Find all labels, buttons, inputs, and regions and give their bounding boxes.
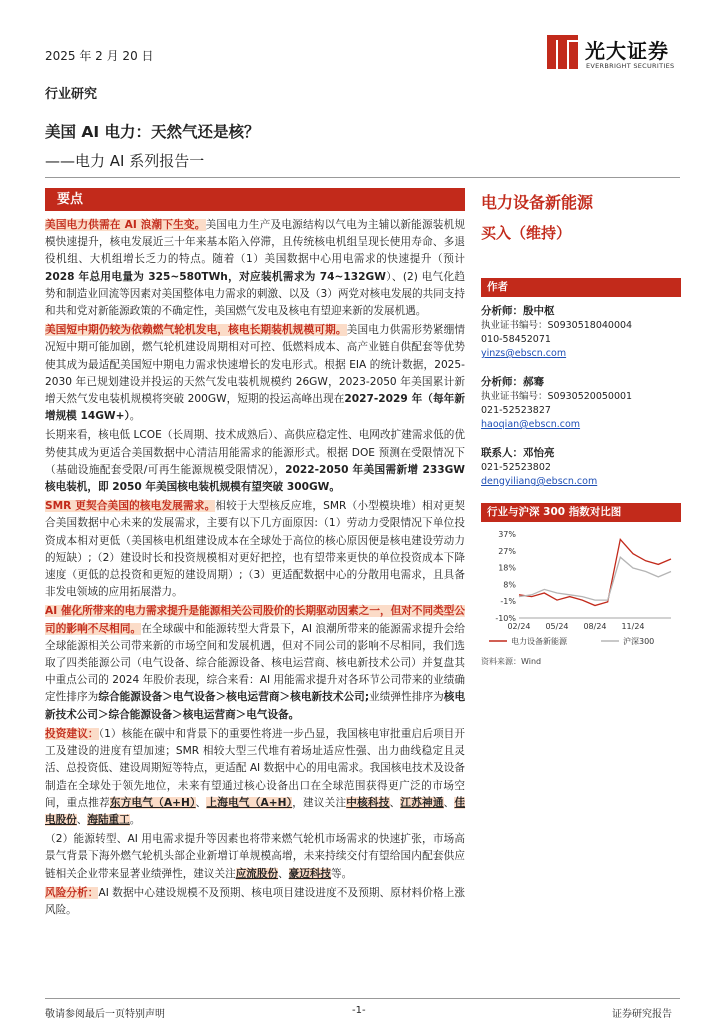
- paragraph-heading: 美国电力供需在 AI 浪潮下生变。: [45, 219, 206, 231]
- stock-link-yingliu[interactable]: 应流股份: [235, 867, 279, 880]
- report-title: 美国 AI 电力：天然气还是核？: [45, 123, 260, 141]
- contact-phone: 021-52523802: [481, 462, 551, 473]
- paragraph-bold: 2027-2029 年（每年新增规模 14GW+）: [45, 393, 465, 423]
- paragraph-heading: 美国短中期仍较为依赖燃气轮机发电，核电长期装机规模可期。: [45, 324, 347, 337]
- summary-paragraph: [45, 603, 465, 723]
- analyst-block: [481, 304, 681, 361]
- analyst-role: 分析师：: [481, 376, 523, 388]
- analyst-phone: 021-52523827: [481, 405, 551, 416]
- legend-label: 沪深300: [623, 637, 655, 646]
- x-tick-label: 11/24: [621, 622, 645, 631]
- stock-link-hailu[interactable]: 海陆重工: [87, 813, 130, 826]
- paragraph-text: 业绩弹性排序为: [369, 691, 444, 704]
- contact-role: 联系人：: [481, 447, 523, 459]
- summary-paragraph: [45, 322, 465, 425]
- summary-paragraph: [45, 217, 465, 320]
- paragraph-heading: 风险分析：: [45, 886, 99, 899]
- footer-divider: [45, 998, 680, 999]
- summary-header: 要点: [45, 188, 465, 211]
- stock-link-jiadian[interactable]: 佳电股份: [45, 796, 466, 826]
- stock-link-zhonghe[interactable]: 中核科技: [346, 796, 390, 809]
- separator: 、: [278, 867, 289, 880]
- paragraph-text: 美国电力供需形势紧绷情况短中期可能加剧，燃气轮机建设周期相对可控、低燃料成本、高产业链自供配套等优势使其成为最适配美国短中期电力需求快速增长的发电形式。根据 EIA 的统计数据，2025-2030 年已规划建设并投运的天然气发电装机规模约 26GW，2023-2050 年美国累计新增天然气发电装机规模将突破 200GW，短期的投运高峰出现在: [45, 324, 466, 406]
- logo-text: 光大证券: [585, 39, 669, 63]
- authors-header: 作者: [481, 278, 681, 297]
- footer-disclaimer: 敬请参阅最后一页特别声明: [45, 1009, 165, 1020]
- separator: 、: [443, 796, 455, 809]
- analyst-name: 郝骞: [523, 376, 544, 388]
- contact-block: [481, 446, 681, 489]
- chart-source: 资料来源：Wind: [481, 657, 542, 666]
- chart-header: 行业与沪深 300 指数对比图: [481, 503, 681, 522]
- x-tick-label: 08/24: [583, 622, 607, 631]
- summary-paragraph: [45, 831, 465, 883]
- y-tick-label: 18%: [498, 563, 516, 573]
- separator: 、: [389, 796, 401, 809]
- stock-link-shanghai[interactable]: 上海电气（A+H）: [206, 796, 293, 809]
- paragraph-bold: 核电新技术公司＞综合能源设备＞核电运营商＞电气设备。: [45, 691, 466, 721]
- report-subtitle: ——电力 AI 系列报告一: [45, 152, 205, 170]
- report-date: 2025 年 2 月 20 日: [45, 49, 154, 63]
- page-number: -1-: [352, 1005, 366, 1016]
- index-comparison-chart: [481, 526, 681, 656]
- paragraph-heading: AI 催化所带来的电力需求提升是能源相关公司股价的长期驱动因素之一，但对不同类型公司的影响不尽相同。: [45, 605, 465, 635]
- paragraph-text: AI 数据中心建设规模不及预期、核电项目建设进度不及预期、原材料价格上涨风险。: [45, 886, 466, 916]
- analyst-email-link[interactable]: yinzs@ebscn.com: [481, 348, 567, 359]
- paragraph-text: （2）能源转型、AI 用电需求提升等因素也将带来燃气轮机市场需求的快速扩张，市场高景气背景下海外燃气轮机头部企业新增订单规模高增，未来持续交付有望给国内配套供应链相关企业带来显著业绩弹性，建议关注: [45, 833, 465, 880]
- report-category: 行业研究: [45, 87, 98, 102]
- separator: 、: [195, 796, 207, 809]
- paragraph-text: ，建议关注: [292, 796, 347, 809]
- side-column: [481, 190, 681, 667]
- paragraph-text: 。: [129, 410, 141, 423]
- analyst-cert: 执业证书编号：S0930520050001: [481, 391, 633, 402]
- paragraph-text: 等。: [331, 867, 353, 880]
- everbright-logo-icon: [547, 33, 581, 71]
- paragraph-bold: 综合能源设备＞电气设备＞核电运营商＞核电新技术公司;: [98, 691, 370, 704]
- y-tick-label: 37%: [498, 530, 516, 539]
- contact-email-link[interactable]: dengyiliang@ebscn.com: [481, 476, 598, 487]
- x-tick-label: 05/24: [545, 622, 569, 631]
- paragraph-text: 长期来看，核电低 LCOE（长周期、技术成熟后）、高供应稳定性、电网改扩建需求低的优势使其成为更适合美国数据中心清洁用能需求的能源形式。根据 DOE 预测在受限情况下（基础设施配套受限/可再生能源规模受限情况），: [45, 429, 465, 476]
- analyst-email-link[interactable]: haoqian@ebscn.com: [481, 419, 581, 430]
- summary-paragraph: [45, 726, 465, 829]
- summary-body: [45, 217, 465, 921]
- paragraph-bold: 2028 年总用电量为 325~580TWh，对应装机需求为 74~132GW: [45, 270, 386, 283]
- y-tick-label: 8%: [503, 580, 516, 590]
- paragraph-text: 在全球碳中和能源转型大背景下，AI 浪潮所带来的能源需求提升会给全球能源相关公司带来新的市场空间和发展机遇，但对不同公司的影响不尽相同，我们选取了四类能源公司（电气设备、综合能源设备、核电运营商、核电新技术公司）并复盘其中重点公司的 2024 年股价表现，综合来看：AI 用能需求提升对各环节公司带来的业绩确定性排序为: [45, 622, 465, 704]
- rating: 买入（维持）: [481, 224, 572, 242]
- analyst-cert: 执业证书编号：S0930518040004: [481, 320, 633, 331]
- paragraph-text: 相较于大型核反应堆，SMR（小型模块堆）相对更契合美国数据中心未来的发展需求，主要有以下几方面原因:（1）劳动力受限情况下单位投资成本相对更低（美国核电机组建设成本在全球处于高位的核心原因便是核电建设劳动力的短缺）;（2）建设时长和投资规模相对更好把控，也有望带来更快的单位投资成本下降速度（更低的总投资和更短的建设周期）;（3）更适配数据中心的分散用电需求，且具备非发电领域的应用拓展潜力。: [45, 500, 465, 599]
- paragraph-text: ）、(2) 电气化趋势和制造业回流等因素对美国整体电力需求的刺激、以及（3）两党对核电发展的共同支持和共和党对新能源政策的不确定性，美国燃气发电及核电有望迎来新的发展机遇。: [45, 270, 465, 318]
- separator: 、: [76, 813, 88, 826]
- analyst-block: [481, 375, 681, 432]
- stock-link-dongfang[interactable]: 东方电气（A+H）: [109, 796, 196, 809]
- analyst-role: 分析师：: [481, 305, 523, 317]
- sector-name: 电力设备新能源: [481, 193, 594, 212]
- paragraph-heading: SMR 更契合美国的核电发展需求。: [45, 500, 216, 513]
- paragraph-text: （1）核能在碳中和背景下的重要性将进一步凸显，我国核电审批重启后项目开工及建设的进度有望加速；SMR 相较大型三代堆有着场址适应性强、出力曲线稳定且灵活、总投资低、建设周期短等特点，更适配 AI 数据中心的用电需求。我国核电技术及设备制造在全球处于领先地位，未来有望通过核心设备出口在全球范围获得更广泛的市场空间，重点推荐: [45, 727, 466, 809]
- paragraph-heading: 投资建议：: [45, 727, 99, 740]
- stock-link-haomai[interactable]: 豪迈科技: [288, 867, 332, 880]
- y-tick-label: -1%: [500, 597, 516, 607]
- paragraph-text: 美国电力生产及电源结构以气电为主辅以新能源装机规模快速提升，核电发展近三十年来基本陷入停滞，且传统核电机组呈现长使用寿命、多退役机组、大机组增长乏力的特点。随着（1）美国数据中心用电需求的快速提升（预计: [45, 219, 466, 266]
- legend-label: 电力设备新能源: [511, 637, 567, 646]
- paragraph-text: 。: [129, 813, 141, 826]
- logo-subtext: EVERBRIGHT SECURITIES: [586, 62, 675, 70]
- x-tick-label: 02/24: [507, 622, 531, 631]
- y-tick-label: 27%: [498, 546, 516, 556]
- contact-name: 邓怡亮: [523, 447, 555, 459]
- footer-label: 证券研究报告: [612, 1009, 672, 1020]
- summary-paragraph: [45, 885, 465, 919]
- stock-link-jiangsu[interactable]: 江苏神通: [400, 796, 444, 809]
- analyst-name: 殷中枢: [523, 305, 555, 317]
- paragraph-bold: 2022-2050 年美国需新增 233GW 核电装机，即 2050 年美国核电装机规模有望突破 300GW。: [45, 463, 465, 494]
- analyst-phone: 010-58452071: [481, 334, 551, 345]
- y-tick-label: -10%: [495, 614, 516, 623]
- summary-paragraph: [45, 498, 465, 601]
- summary-paragraph: [45, 427, 465, 496]
- header-divider: [45, 177, 680, 178]
